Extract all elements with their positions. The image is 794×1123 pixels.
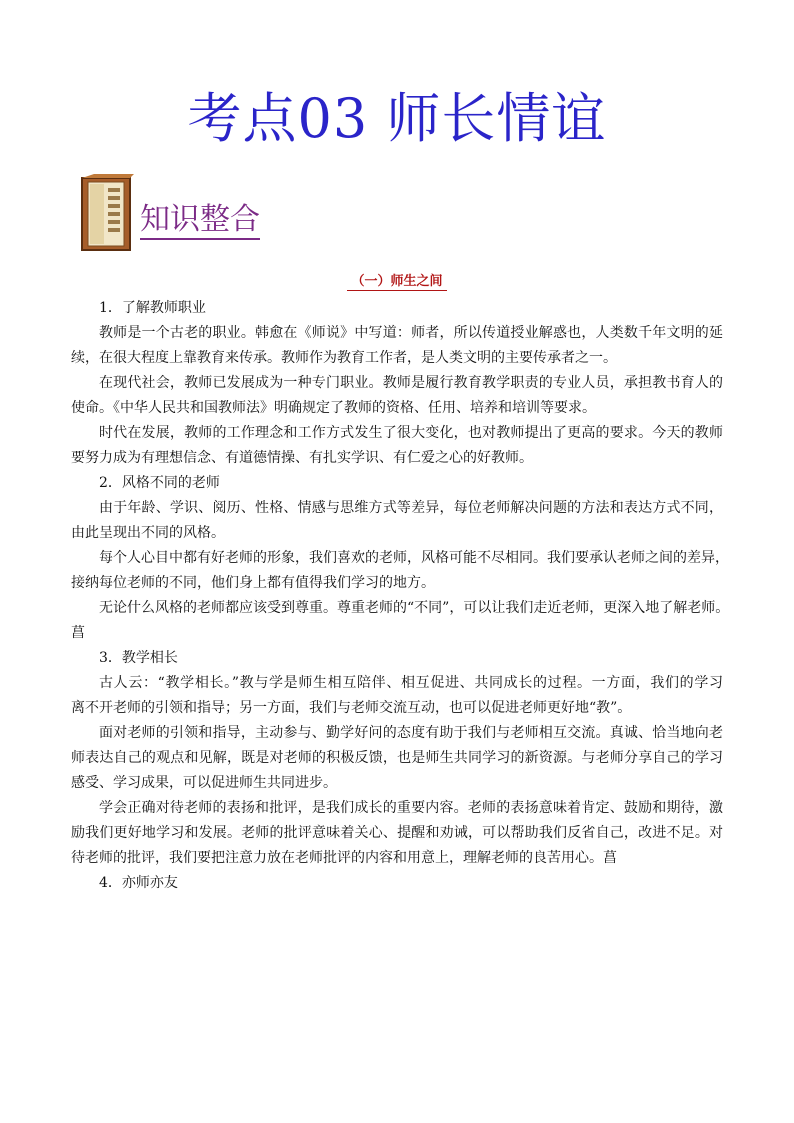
paragraph-line: 使命。《中华人民共和国教师法》明确规定了教师的资格、任用、培养和培训等要求。 [71, 400, 596, 416]
paragraph-line: 面对老师的引领和指导，主动参与、勤学好问的态度有助于我们与老师相互交流。真诚、恰当地向老 [99, 725, 723, 741]
paragraph-line: 每个人心目中都有好老师的形象，我们喜欢的老师，风格可能不尽相同。我们要承认老师之间的差异， [99, 550, 729, 566]
banner-label: 知识整合 [140, 202, 260, 240]
paragraph-line: 续，在很大程度上靠教育来传承。教师作为教育工作者，是人类文明的主要传承者之一。 [71, 350, 617, 366]
document-body [71, 296, 730, 896]
paragraph-line: 学会正确对待老师的表扬和批评，是我们成长的重要内容。老师的表扬意味着肯定、鼓励和期待，激 [99, 800, 723, 816]
paragraph-line: 时代在发展，教师的工作理念和工作方式发生了很大变化，也对教师提出了更高的要求。今天的教师 [99, 425, 723, 441]
paragraph-line: 离不开老师的引领和指导；另一方面，我们与老师交流互动，也可以促进老师更好地“教”。 [71, 700, 632, 716]
book-icon [80, 174, 134, 252]
paragraph-line: 感受、学习成果，可以促进师生共同进步。 [71, 775, 337, 791]
section-heading [0, 270, 794, 289]
paragraph-line: 接纳每位老师的不同，他们身上都有值得我们学习的地方。 [71, 575, 435, 591]
section-banner [80, 172, 280, 252]
paragraph-line: 师表达自己的观点和见解，既是对老师的积极反馈，也是师生共同学习的新资源。与老师分享自己的学习 [71, 750, 723, 766]
subheading-4: 4．亦师亦友 [99, 875, 178, 891]
section-heading-text: （一）师生之间 [347, 274, 446, 291]
page-title: 考点03 师长情谊 [187, 87, 607, 150]
paragraph-line: 由此呈现出不同的风格。 [71, 525, 225, 541]
paragraph-line: 待老师的批评，我们要把注意力放在老师批评的内容和用意上，理解老师的良苦用心。菖 [71, 850, 617, 866]
paragraph-line: 在现代社会，教师已发展成为一种专门职业。教师是履行教育教学职责的专业人员，承担教书育人的 [99, 375, 723, 391]
paragraph-line: 要努力成为有理想信念、有道德情操、有扎实学识、有仁爱之心的好教师。 [71, 450, 533, 466]
paragraph-line: 教师是一个古老的职业。韩愈在《师说》中写道：师者，所以传道授业解惑也，人类数千年文明的延 [99, 325, 723, 341]
subheading-2: 2．风格不同的老师 [99, 475, 220, 491]
paragraph-line: 菖 [71, 625, 85, 641]
paragraph-line: 由于年龄、学识、阅历、性格、情感与思维方式等差异，每位老师解决问题的方法和表达方式不同， [99, 500, 723, 516]
paragraph-line: 古人云：“教学相长。”教与学是师生相互陪伴、相互促进、共同成长的过程。一方面，我们的学习 [99, 675, 723, 691]
paragraph-line: 励我们更好地学习和发展。老师的批评意味着关心、提醒和劝诫，可以帮助我们反省自己，改进不足。对 [71, 825, 723, 841]
subheading-1: 1．了解教师职业 [99, 300, 206, 316]
subheading-3: 3．教学相长 [99, 650, 178, 666]
paragraph-line: 无论什么风格的老师都应该受到尊重。尊重老师的“不同”，可以让我们走近老师，更深入地了解老师。 [99, 600, 730, 616]
